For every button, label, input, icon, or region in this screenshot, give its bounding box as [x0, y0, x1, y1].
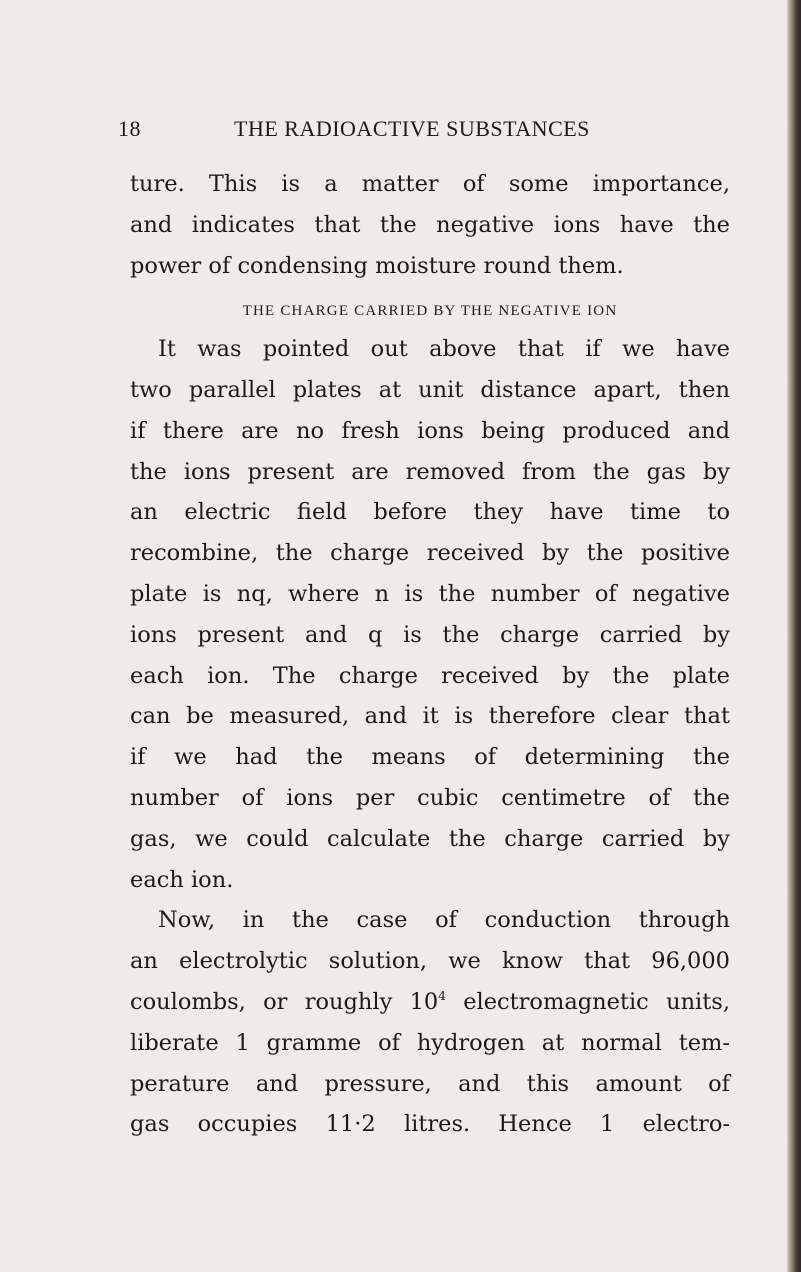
text-line: ions present and q is the charge carried by	[130, 621, 730, 648]
text-line: gas, we could calculate the charge carried by	[130, 825, 730, 852]
text-fragment: electromagnetic units,	[445, 988, 730, 1015]
text-line: if there are no fresh ions being produced and	[130, 417, 730, 444]
section-heading: THE CHARGE CARRIED BY THE NEGATIVE ION	[242, 303, 618, 320]
text-line: recombine, the charge received by the positive	[130, 540, 730, 567]
page-number: 18	[118, 116, 141, 141]
text-line: Now, in the case of conduction through	[158, 907, 730, 934]
text-line: plate is nq, where n is the number of negative	[130, 580, 730, 607]
text-line: an electric field before they have time to	[130, 499, 730, 526]
text-line: gas occupies 11·2 litres. Hence 1 electro-	[130, 1111, 730, 1138]
text-line: number of ions per cubic centimetre of the	[130, 784, 730, 811]
text-line: It was pointed out above that if we have	[158, 336, 730, 363]
text-line: each ion. The charge received by the plate	[130, 662, 730, 689]
text-line	[130, 982, 730, 1023]
running-head	[118, 116, 643, 146]
exponent: 4	[438, 988, 446, 1003]
text-line: if we had the means of determining the	[130, 744, 730, 771]
text-line: can be measured, and it is therefore clear that	[130, 703, 730, 730]
page-edge-shadow	[787, 0, 801, 1272]
text-line: the ions present are removed from the gas by	[130, 458, 730, 485]
body-text	[130, 164, 730, 1145]
text-line: power of condensing moisture round them.	[130, 252, 624, 279]
text-line: liberate 1 gramme of hydrogen at normal tem-	[130, 1029, 730, 1056]
text-fragment: coulombs, or roughly 10	[130, 988, 439, 1015]
text-line: perature and pressure, and this amount of	[130, 1070, 730, 1097]
text-line: each ion.	[130, 866, 234, 893]
running-head-title: THE RADIOACTIVE SUBSTANCES	[234, 116, 590, 141]
text-line: an electrolytic solution, we know that 96,000	[130, 948, 730, 975]
text-line: ture. This is a matter of some importance,	[130, 171, 730, 197]
text-line: two parallel plates at unit distance apart, then	[130, 376, 730, 403]
text-line: and indicates that the negative ions have the	[130, 211, 730, 238]
